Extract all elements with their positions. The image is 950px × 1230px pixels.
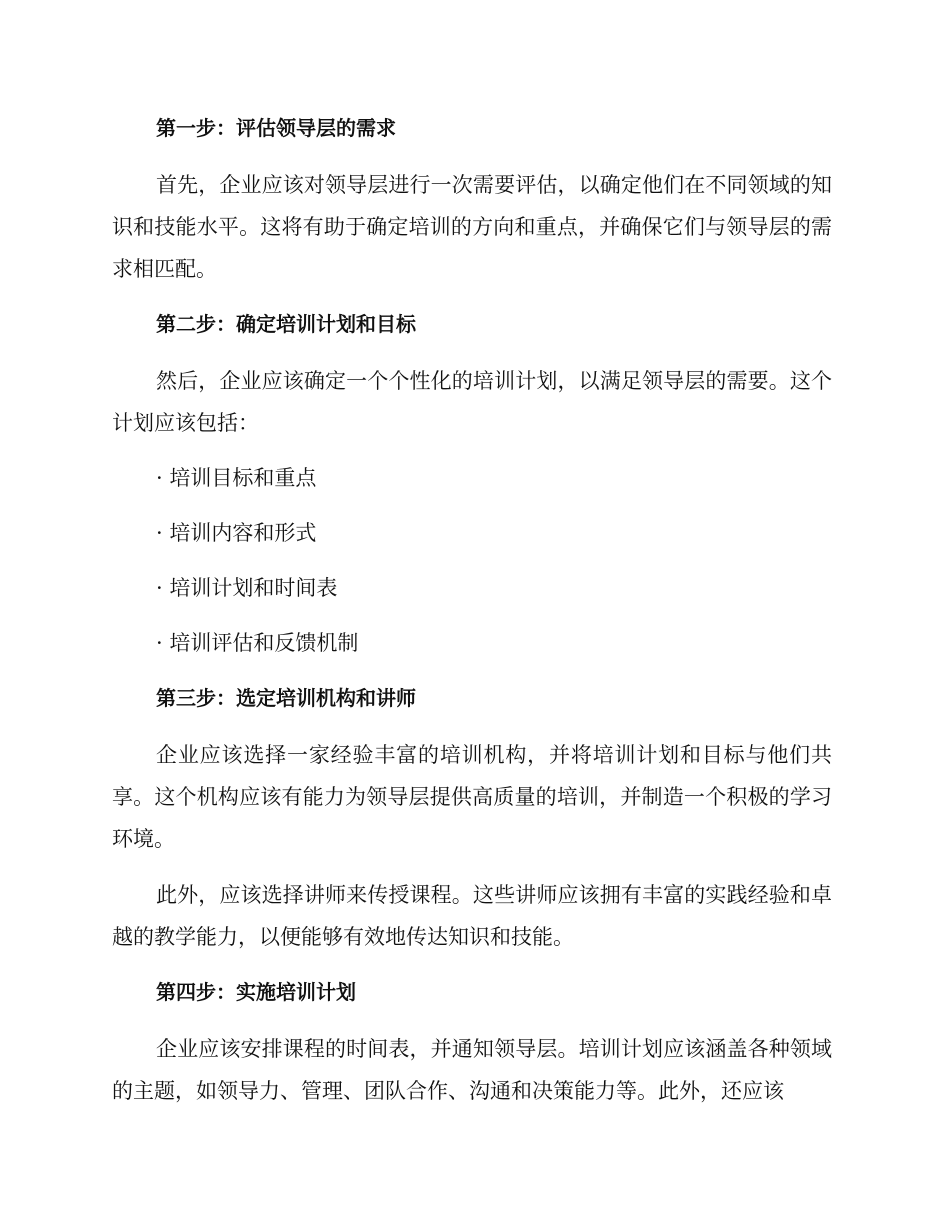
step3-paragraph-1: 企业应该选择一家经验丰富的培训机构，并将培训计划和目标与他们共享。这个机构应该有能力为领导层提供高质量的培训，并制造一个积极的学习环境。 [112, 743, 832, 851]
step2-heading: 第二步：确定培训计划和目标 [156, 312, 416, 336]
step3-heading: 第三步：选定培训机构和讲师 [156, 686, 416, 710]
step1-paragraph: 首先，企业应该对领导层进行一次需要评估，以确定他们在不同领域的知识和技能水平。这将有助于确定培训的方向和重点，并确保它们与领导层的需求相匹配。 [112, 173, 832, 281]
step2-bullet-2: · 培训内容和形式 [156, 521, 317, 545]
step1-heading: 第一步：评估领导层的需求 [156, 116, 396, 140]
step2-paragraph: 然后，企业应该确定一个个性化的培训计划，以满足领导层的需要。这个计划应该包括： [112, 369, 832, 435]
step4-heading: 第四步：实施培训计划 [156, 980, 356, 1004]
step2-bullet-3: · 培训计划和时间表 [156, 576, 338, 600]
step2-bullet-1: · 培训目标和重点 [156, 466, 317, 490]
document-body [112, 108, 832, 1112]
step4-paragraph: 企业应该安排课程的时间表，并通知领导层。培训计划应该涵盖各种领域的主题，如领导力、管理、团队合作、沟通和决策能力等。此外，还应该 [112, 1037, 832, 1103]
step2-bullet-4: · 培训评估和反馈机制 [156, 631, 359, 655]
step3-paragraph-2: 此外，应该选择讲师来传授课程。这些讲师应该拥有丰富的实践经验和卓越的教学能力，以便能够有效地传达知识和技能。 [112, 883, 832, 949]
